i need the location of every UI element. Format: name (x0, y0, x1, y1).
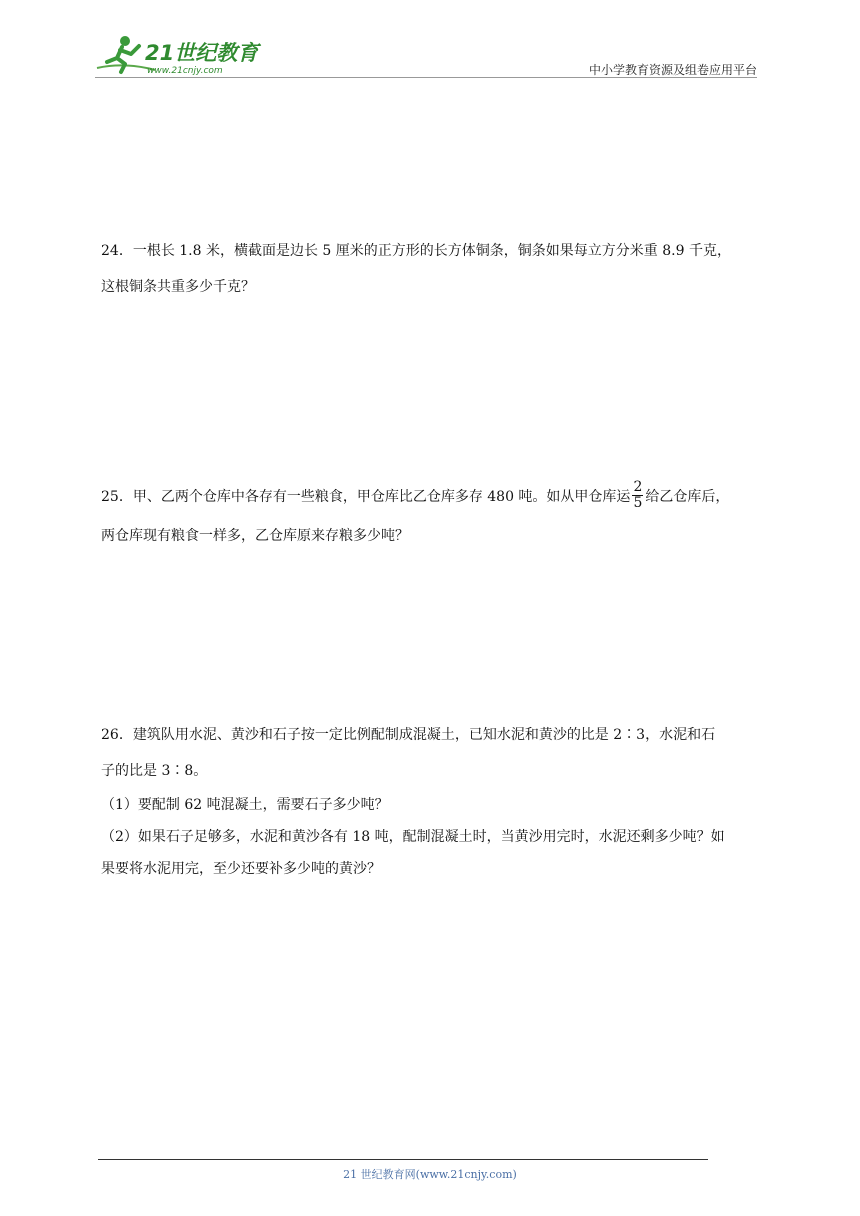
question-25 (101, 476, 771, 554)
header-divider (95, 77, 757, 78)
svg-text:www.21cnjy.com: www.21cnjy.com (147, 66, 223, 76)
question-24-line-2: 这根铜条共重多少千克？ (101, 279, 255, 295)
fraction-denominator: 5 (633, 494, 643, 511)
question-26-line-1: 26．建筑队用水泥、黄沙和石子按一定比例配制成混凝土，已知水泥和黄沙的比是 2∶3，水泥和石 (101, 727, 716, 743)
question-25-line-1 (101, 476, 771, 518)
site-logo (95, 32, 265, 78)
question-24 (101, 233, 771, 305)
question-25-text-after: 给乙仓库后， (645, 489, 730, 505)
question-24-line-1: 24．一根长 1.8 米，横截面是边长 5 厘米的正方形的长方体铜条，铜条如果每立方分米重 8.9 千克， (101, 243, 731, 259)
svg-text:21世纪教育: 21世纪教育 (145, 41, 259, 65)
fraction-two-fifths (632, 480, 643, 511)
question-26-line-2: 子的比是 3∶8。 (101, 763, 208, 779)
footer-link[interactable]: 21 世纪教育网(www.21cnjy.com) (343, 1168, 517, 1181)
question-25-text-before: 25．甲、乙两个仓库中各存有一些粮食，甲仓库比乙仓库多存 480 吨。如从甲仓库运 (101, 489, 631, 505)
fraction-numerator: 2 (633, 478, 643, 495)
question-26-part-2-line-2: 果要将水泥用完，至少还要补多少吨的黄沙？ (101, 861, 381, 877)
platform-title: 中小学教育资源及组卷应用平台 (588, 63, 757, 77)
question-26 (101, 717, 771, 885)
page-header (95, 32, 757, 80)
question-25-line-2: 两仓库现有粮食一样多，乙仓库原来存粮多少吨？ (101, 528, 409, 544)
question-26-part-1: （1）要配制 62 吨混凝土，需要石子多少吨？ (101, 797, 389, 813)
footer-divider (98, 1159, 708, 1160)
question-26-part-2-line-1: （2）如果石子足够多，水泥和黄沙各有 18 吨，配制混凝土时，当黄沙用完时，水泥还剩多少吨？如 (101, 829, 725, 845)
